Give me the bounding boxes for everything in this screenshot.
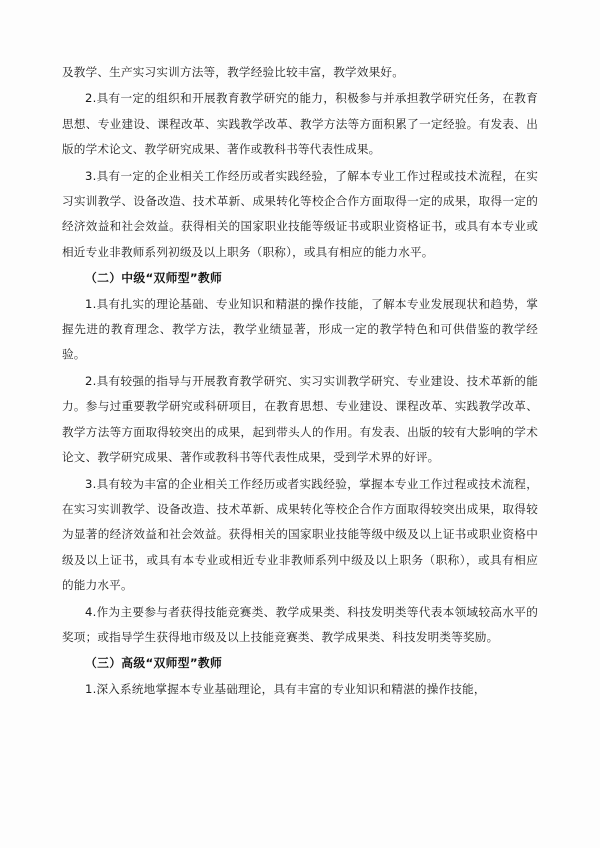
heading-section-two: （二）中级“双师型”教师	[85, 271, 223, 286]
paragraph-junior-item-2: 2.具有一定的组织和开展教育教学研究的能力，积极参与并承担教学研究任务，在教育思想、专业建设、课程改革、实践教学改革、教学方法等方面积累了一定经验。有发表、出版的学术论文、教学研究成果、著作或教科书等代表性成果。	[62, 91, 538, 157]
paragraph-mid-item-3: 3.具有较为丰富的企业相关工作经历或者实践经验，掌握本专业工作过程或技术流程，在实习实训教学、设备改造、技术革新、成果转化等校企合作方面取得较突出成果，取得较为显著的经济效益和社会效益。获得相关的国家职业技能等级中级及以上证书或职业资格中级及以上证书，或具有本专业或相近专业非教师系列中级及以上职务（职称），或具有相应的能力水平。	[62, 476, 538, 593]
paragraph-senior-item-1: 1.深入系统地掌握本专业基础理论，具有丰富的专业知识和精湛的操作技能，	[85, 681, 486, 696]
paragraph-junior-item-3: 3.具有一定的企业相关工作经历或者实践经验，了解本专业工作过程或技术流程，在实习实训教学、设备改造、技术革新、成果转化等校企合作方面取得一定的成果，取得一定的经济效益和社会效益。获得相关的国家职业技能等级证书或职业资格证书，或具有本专业或相近专业非教师系列初级及以上职务（职称），或具有相应的能力水平。	[62, 168, 538, 259]
heading-section-three: （三）高级“双师型”教师	[85, 656, 223, 671]
paragraph-mid-item-1: 1.具有扎实的理论基础、专业知识和精湛的操作技能，了解本专业发展现状和趋势，掌握先进的教育理念、教学方法，教学业绩显著，形成一定的教学特色和可供借鉴的教学经验。	[62, 296, 538, 362]
paragraph-continuation: 及教学、生产实习实训方法等，教学经验比较丰富，教学效果好。	[62, 65, 405, 79]
paragraph-mid-item-4: 4.作为主要参与者获得技能竞赛类、教学成果类、科技发明类等代表本领域较高水平的奖项；或指导学生获得地市级及以上技能竞赛类、教学成果类、科技发明类等奖励。	[62, 604, 538, 644]
document-body	[62, 60, 538, 702]
paragraph-mid-item-2: 2.具有较强的指导与开展教育教学研究、实习实训教学研究、专业建设、技术革新的能力。参与过重要教学研究或科研项目，在教育思想、专业建设、课程改革、实践教学改革、教学方法等方面取得较突出的成果，起到带头人的作用。有发表、出版的较有大影响的学术论文、教学研究成果、著作或教科书等代表性成果，受到学术界的好评。	[62, 373, 538, 465]
